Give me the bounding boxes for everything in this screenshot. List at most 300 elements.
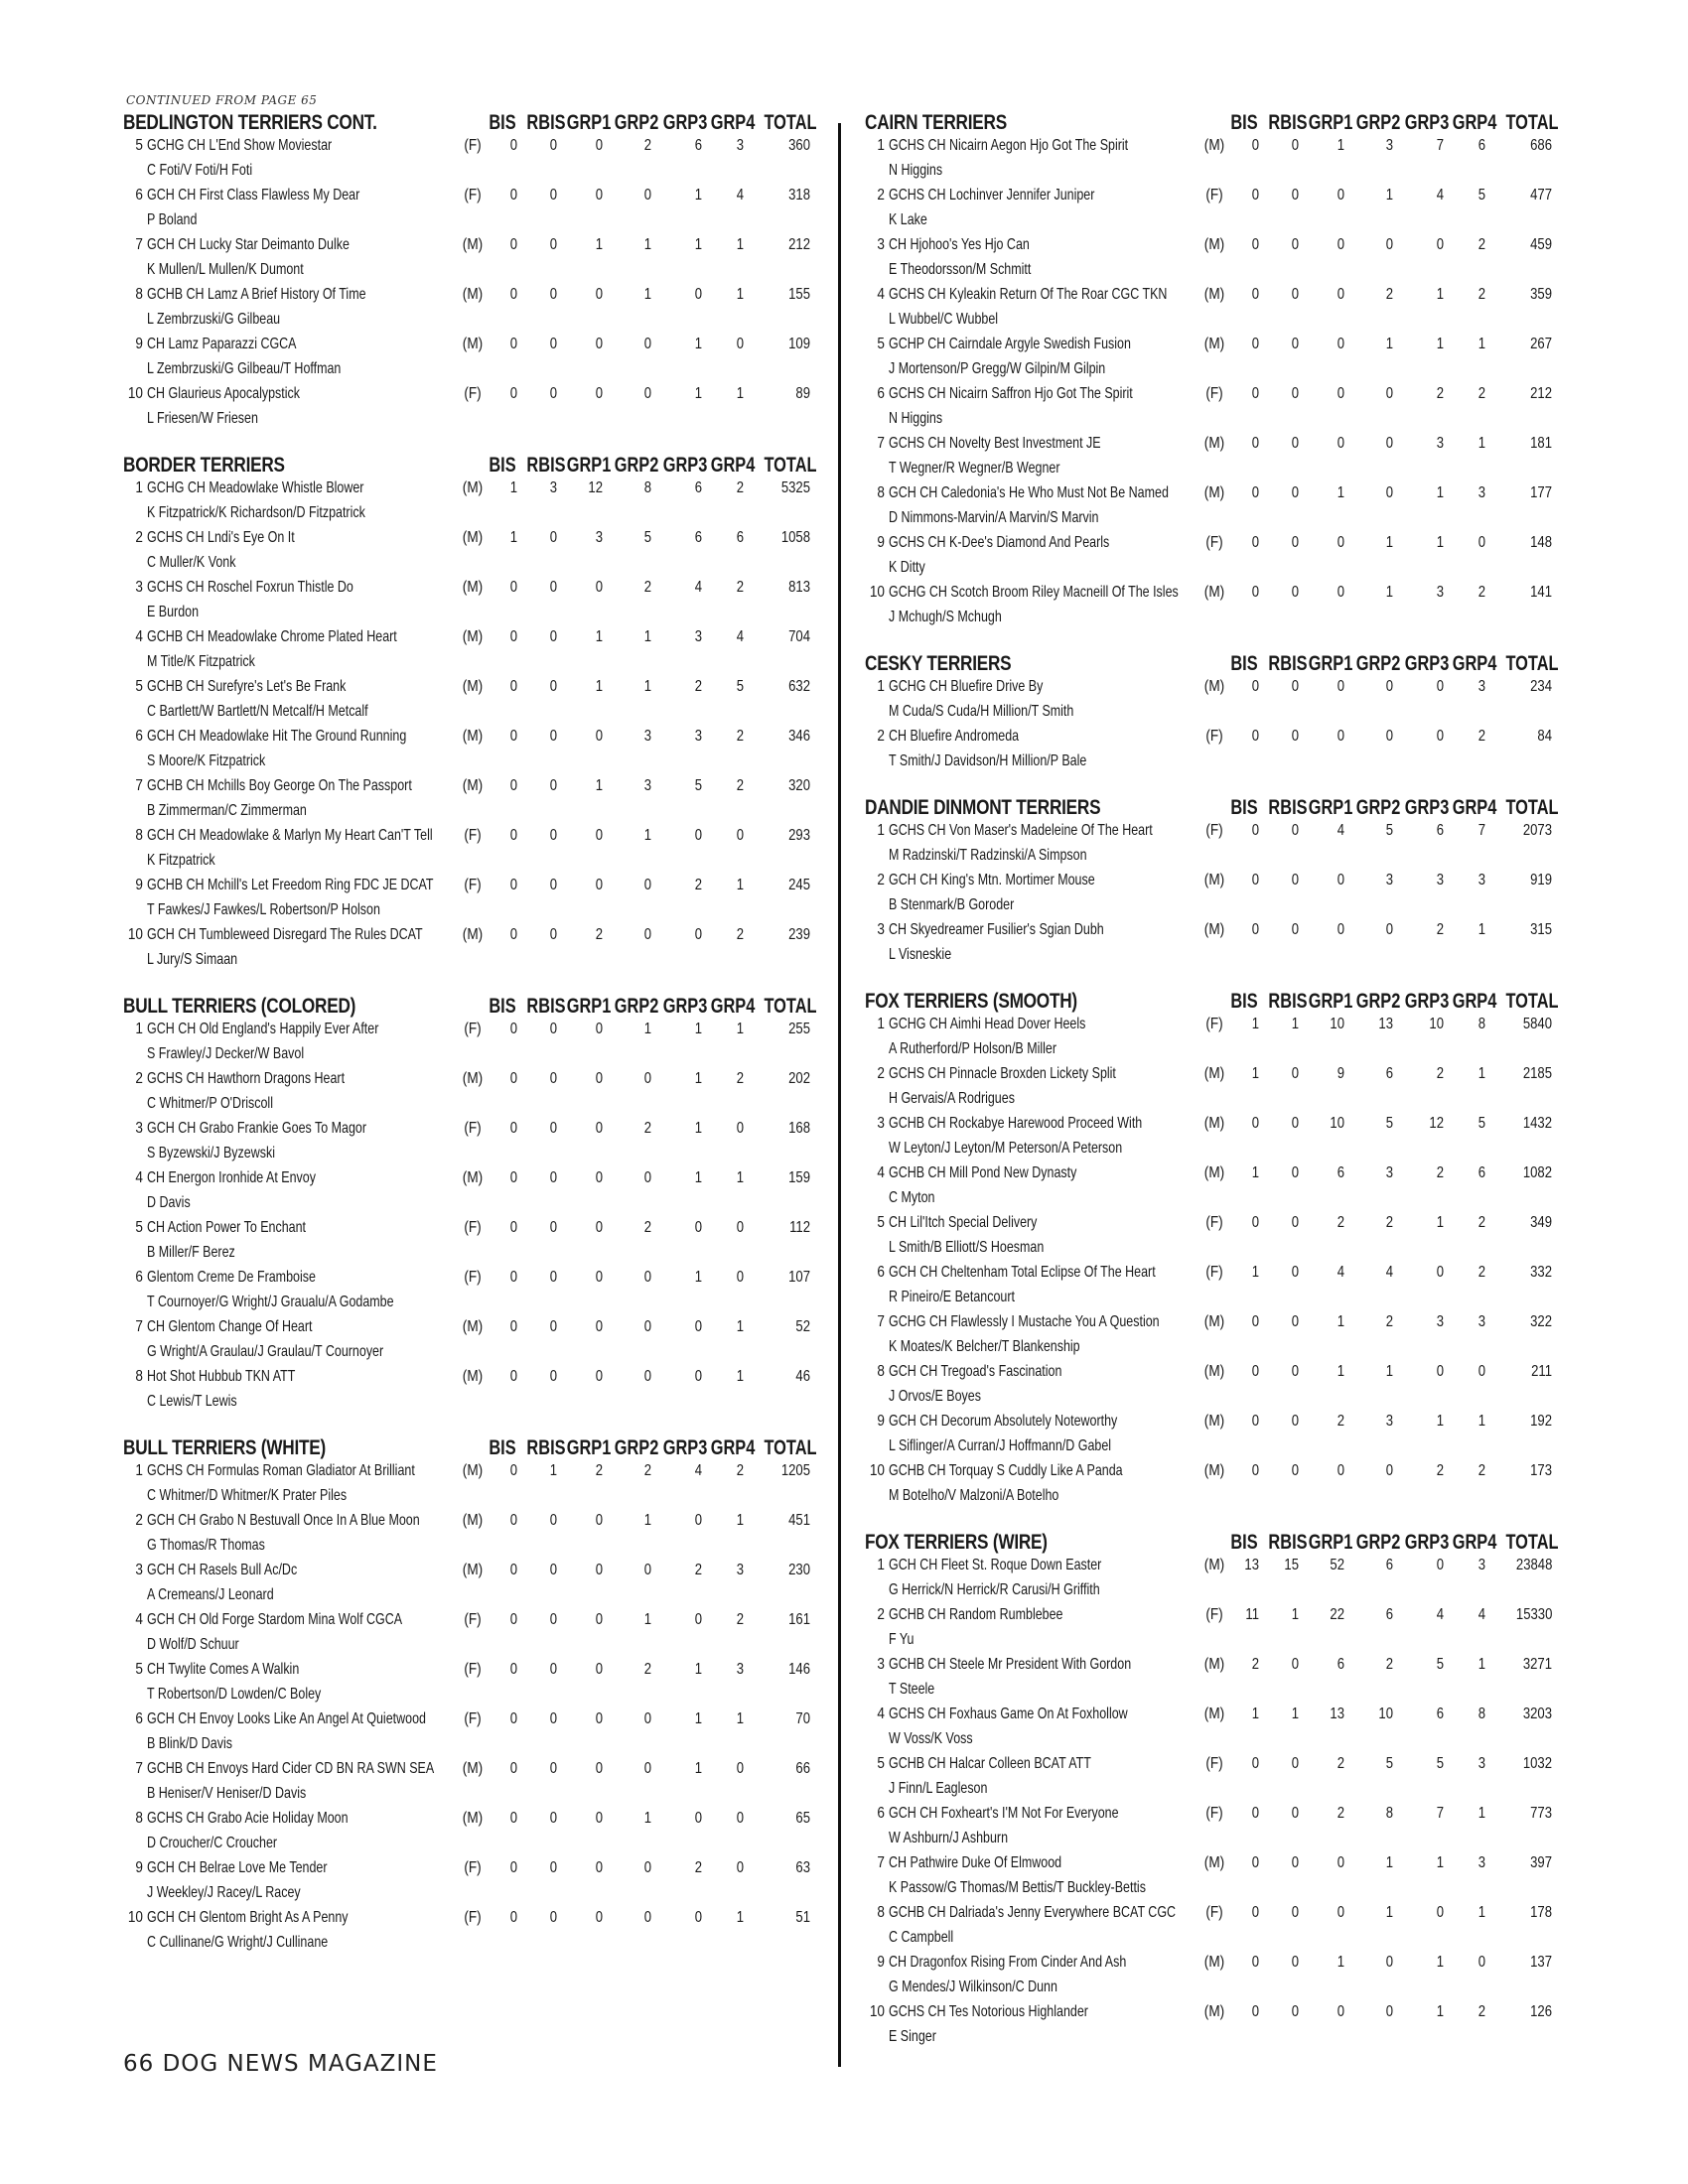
ranking-row bbox=[865, 1904, 1562, 1954]
dog-sex: (M) bbox=[1203, 1706, 1225, 1722]
breed-section bbox=[865, 1531, 1562, 2053]
stat-rbis: 0 bbox=[549, 678, 557, 695]
stat-bis: 0 bbox=[509, 1562, 517, 1578]
stat-total: 107 bbox=[788, 1269, 810, 1286]
dog-sex: (M) bbox=[462, 1318, 484, 1335]
breed-section bbox=[865, 796, 1562, 971]
rank-number: 7 bbox=[135, 236, 143, 253]
stat-rbis: 0 bbox=[1291, 1115, 1299, 1132]
column-header-grp1: GRP1 bbox=[1308, 1531, 1353, 1554]
stat-grp1: 1 bbox=[1336, 1363, 1344, 1380]
stat-grp1: 0 bbox=[1336, 236, 1344, 253]
dog-sex: (F) bbox=[464, 187, 482, 204]
rank-number: 6 bbox=[877, 1805, 885, 1822]
dog-name: GCH CH Fleet St. Roque Down Easter bbox=[889, 1557, 1102, 1573]
dog-name: GCH CH Belrae Love Me Tender bbox=[147, 1859, 328, 1876]
stat-bis: 0 bbox=[509, 1368, 517, 1385]
dog-name: GCH CH Grabo N Bestuvall Once In A Blue Moon bbox=[147, 1512, 420, 1529]
stat-grp1: 1 bbox=[1336, 1313, 1344, 1330]
dog-sex: (M) bbox=[462, 1562, 484, 1578]
stat-rbis: 0 bbox=[1291, 1904, 1299, 1921]
stat-total: 451 bbox=[788, 1512, 810, 1529]
dog-sex: (M) bbox=[462, 1368, 484, 1385]
column-header-bis: BIS bbox=[1230, 652, 1258, 675]
ranking-row bbox=[123, 236, 818, 286]
stat-total: 155 bbox=[788, 286, 810, 303]
rank-number: 7 bbox=[135, 1760, 143, 1777]
stat-total: 52 bbox=[795, 1318, 810, 1335]
column-header-grp2: GRP2 bbox=[1355, 796, 1401, 819]
ranking-row bbox=[865, 484, 1562, 534]
stat-grp2: 10 bbox=[1378, 1706, 1393, 1722]
column-header-grp3: GRP3 bbox=[662, 995, 708, 1018]
stat-grp4: 2 bbox=[1477, 236, 1485, 253]
dog-name: GCH CH Lucky Star Deimanto Dulke bbox=[147, 236, 350, 253]
stat-grp4: 2 bbox=[736, 777, 744, 794]
stat-grp4: 0 bbox=[1477, 1363, 1485, 1380]
ranking-row bbox=[865, 921, 1562, 971]
dog-sex: (F) bbox=[1205, 1016, 1223, 1032]
stat-grp3: 3 bbox=[1436, 584, 1444, 601]
stat-grp1: 0 bbox=[595, 1810, 603, 1827]
stat-rbis: 0 bbox=[1291, 286, 1299, 303]
dog-name: GCHG CH Aimhi Head Dover Heels bbox=[889, 1016, 1086, 1032]
stat-grp3: 1 bbox=[694, 1120, 702, 1137]
dog-name: GCH CH Meadowlake Hit The Ground Running bbox=[147, 728, 407, 745]
stat-rbis: 1 bbox=[1291, 1606, 1299, 1623]
column-header-grp1: GRP1 bbox=[566, 454, 612, 477]
dog-sex: (F) bbox=[464, 385, 482, 402]
dog-name: CH Glentom Change Of Heart bbox=[147, 1318, 313, 1335]
stat-grp1: 0 bbox=[1336, 187, 1344, 204]
rank-number: 2 bbox=[135, 1070, 143, 1087]
stat-total: 65 bbox=[795, 1810, 810, 1827]
stat-bis: 0 bbox=[509, 137, 517, 154]
stat-grp1: 9 bbox=[1336, 1065, 1344, 1082]
stat-total: 51 bbox=[795, 1909, 810, 1926]
stat-total: 1205 bbox=[780, 1462, 810, 1479]
rank-number: 2 bbox=[135, 1512, 143, 1529]
stat-rbis: 0 bbox=[549, 1512, 557, 1529]
ranking-row bbox=[123, 286, 818, 336]
stat-rbis: 0 bbox=[549, 187, 557, 204]
dog-name: GCHS CH Foxhaus Game On At Foxhollow bbox=[889, 1706, 1128, 1722]
ranking-row bbox=[865, 1706, 1562, 1755]
stat-bis: 0 bbox=[1251, 336, 1259, 352]
column-header-rbis: RBIS bbox=[1268, 111, 1308, 134]
stat-grp3: 2 bbox=[694, 678, 702, 695]
owner-names: S Moore/K Fitzpatrick bbox=[147, 752, 266, 769]
section-header bbox=[123, 111, 818, 137]
ranking-row bbox=[865, 534, 1562, 584]
owner-names: M Cuda/S Cuda/H Million/T Smith bbox=[889, 703, 1074, 720]
stat-total: 1082 bbox=[1522, 1164, 1552, 1181]
column-header-grp3: GRP3 bbox=[1404, 1531, 1450, 1554]
stat-total: 177 bbox=[1530, 484, 1552, 501]
stat-bis: 0 bbox=[1251, 1115, 1259, 1132]
stat-grp1: 4 bbox=[1336, 822, 1344, 839]
rank-number: 7 bbox=[877, 1854, 885, 1871]
stat-bis: 0 bbox=[509, 1318, 517, 1335]
rank-number: 3 bbox=[135, 1562, 143, 1578]
dog-sex: (F) bbox=[1205, 534, 1223, 551]
stat-rbis: 0 bbox=[549, 1318, 557, 1335]
stat-bis: 0 bbox=[1251, 921, 1259, 938]
ranking-row bbox=[123, 1219, 818, 1269]
ranking-row bbox=[865, 286, 1562, 336]
stat-grp3: 1 bbox=[1436, 1214, 1444, 1231]
stat-grp4: 3 bbox=[1477, 1313, 1485, 1330]
stat-grp3: 2 bbox=[694, 877, 702, 893]
stat-bis: 1 bbox=[1251, 1164, 1259, 1181]
stat-grp4: 1 bbox=[736, 1368, 744, 1385]
stat-total: 181 bbox=[1530, 435, 1552, 452]
rank-number: 8 bbox=[877, 484, 885, 501]
stat-bis: 0 bbox=[509, 1710, 517, 1727]
ranking-row bbox=[865, 1363, 1562, 1413]
dog-sex: (M) bbox=[1203, 872, 1225, 888]
rank-number: 7 bbox=[135, 777, 143, 794]
stat-grp3: 0 bbox=[694, 827, 702, 844]
owner-names: D Davis bbox=[147, 1194, 191, 1211]
rank-number: 5 bbox=[135, 137, 143, 154]
rank-number: 2 bbox=[877, 1065, 885, 1082]
stat-bis: 0 bbox=[509, 1859, 517, 1876]
rank-number: 8 bbox=[135, 827, 143, 844]
stat-grp1: 10 bbox=[1330, 1115, 1344, 1132]
stat-grp2: 0 bbox=[643, 1368, 651, 1385]
stat-bis: 0 bbox=[509, 1512, 517, 1529]
stat-grp2: 3 bbox=[643, 777, 651, 794]
rank-number: 9 bbox=[135, 336, 143, 352]
stat-total: 212 bbox=[1530, 385, 1552, 402]
rank-number: 5 bbox=[877, 1214, 885, 1231]
dog-sex: (F) bbox=[1205, 1904, 1223, 1921]
stat-grp1: 0 bbox=[595, 1219, 603, 1236]
breed-title: BULL TERRIERS (COLORED) bbox=[123, 995, 356, 1018]
stat-grp1: 0 bbox=[595, 385, 603, 402]
dog-sex: (M) bbox=[462, 479, 484, 496]
stat-total: 2073 bbox=[1522, 822, 1552, 839]
column-header-grp1: GRP1 bbox=[1308, 652, 1353, 675]
stat-grp1: 10 bbox=[1330, 1016, 1344, 1032]
stat-grp4: 3 bbox=[1477, 1854, 1485, 1871]
stat-grp3: 1 bbox=[1436, 2003, 1444, 2020]
stat-grp4: 1 bbox=[1477, 1065, 1485, 1082]
stat-grp3: 4 bbox=[694, 579, 702, 596]
stat-total: 359 bbox=[1530, 286, 1552, 303]
stat-total: 3271 bbox=[1522, 1656, 1552, 1673]
stat-bis: 0 bbox=[509, 1760, 517, 1777]
owner-names: E Theodorsson/M Schmitt bbox=[889, 261, 1032, 278]
owner-names: A Cremeans/J Leonard bbox=[147, 1586, 274, 1603]
stat-grp4: 2 bbox=[736, 728, 744, 745]
stat-grp4: 3 bbox=[736, 1562, 744, 1578]
column-header-grp2: GRP2 bbox=[614, 111, 659, 134]
stat-grp4: 6 bbox=[1477, 1164, 1485, 1181]
dog-sex: (M) bbox=[1203, 678, 1225, 695]
stat-grp3: 5 bbox=[1436, 1656, 1444, 1673]
dog-name: GCHG CH Scotch Broom Riley Macneill Of The Isles bbox=[889, 584, 1179, 601]
stat-total: 346 bbox=[788, 728, 810, 745]
stat-bis: 0 bbox=[1251, 534, 1259, 551]
stat-grp4: 1 bbox=[736, 1021, 744, 1037]
owner-names: D Wolf/D Schuur bbox=[147, 1636, 239, 1653]
stat-grp4: 1 bbox=[1477, 921, 1485, 938]
ranking-row bbox=[123, 1661, 818, 1710]
stat-grp1: 0 bbox=[1336, 2003, 1344, 2020]
ranking-row bbox=[123, 1562, 818, 1611]
dog-name: GCHS CH Von Maser's Madeleine Of The Heart bbox=[889, 822, 1153, 839]
stat-total: 212 bbox=[788, 236, 810, 253]
column-header-bis: BIS bbox=[1230, 796, 1258, 819]
owner-names: K Lake bbox=[889, 211, 927, 228]
stat-bis: 0 bbox=[509, 1810, 517, 1827]
dog-sex: (F) bbox=[1205, 1805, 1223, 1822]
stat-bis: 0 bbox=[1251, 484, 1259, 501]
stat-grp3: 5 bbox=[1436, 1755, 1444, 1772]
dog-sex: (M) bbox=[1203, 1413, 1225, 1430]
ranking-row bbox=[865, 1805, 1562, 1854]
ranking-row bbox=[123, 385, 818, 435]
stat-grp4: 4 bbox=[736, 187, 744, 204]
stat-grp1: 1 bbox=[595, 628, 603, 645]
stat-rbis: 1 bbox=[549, 1462, 557, 1479]
stat-bis: 0 bbox=[1251, 1755, 1259, 1772]
owner-names: C Whitmer/D Whitmer/K Prater Piles bbox=[147, 1487, 348, 1504]
dog-name: GCHS CH Lochinver Jennifer Juniper bbox=[889, 187, 1095, 204]
ranking-row bbox=[865, 385, 1562, 435]
column-header-total: TOTAL bbox=[1505, 1531, 1559, 1554]
ranking-row bbox=[865, 187, 1562, 236]
owner-names: J Finn/L Eagleson bbox=[889, 1780, 988, 1797]
owner-names: S Frawley/J Decker/W Bavol bbox=[147, 1045, 305, 1062]
stat-grp2: 5 bbox=[1385, 1755, 1393, 1772]
column-header-rbis: RBIS bbox=[526, 995, 566, 1018]
stat-grp1: 0 bbox=[595, 1512, 603, 1529]
stat-grp3: 1 bbox=[1436, 1954, 1444, 1971]
stat-grp4: 0 bbox=[736, 1760, 744, 1777]
stat-grp3: 3 bbox=[694, 628, 702, 645]
section-header bbox=[123, 995, 818, 1021]
dog-sex: (M) bbox=[1203, 1462, 1225, 1479]
stat-grp1: 6 bbox=[1336, 1164, 1344, 1181]
dog-name: GCHG CH Meadowlake Whistle Blower bbox=[147, 479, 364, 496]
stat-grp3: 0 bbox=[694, 1810, 702, 1827]
dog-sex: (F) bbox=[464, 1120, 482, 1137]
stat-grp3: 0 bbox=[694, 286, 702, 303]
stat-total: 211 bbox=[1531, 1363, 1552, 1380]
stat-rbis: 15 bbox=[1284, 1557, 1299, 1573]
dog-name: GCH CH Old England's Happily Ever After bbox=[147, 1021, 379, 1037]
dog-sex: (F) bbox=[464, 1611, 482, 1628]
stat-grp4: 0 bbox=[736, 1859, 744, 1876]
rank-number: 6 bbox=[135, 1269, 143, 1286]
column-header-bis: BIS bbox=[489, 111, 516, 134]
stat-grp2: 8 bbox=[1385, 1805, 1393, 1822]
dog-sex: (M) bbox=[462, 678, 484, 695]
column-header-grp1: GRP1 bbox=[1308, 111, 1353, 134]
stat-rbis: 0 bbox=[549, 1219, 557, 1236]
stat-bis: 0 bbox=[509, 187, 517, 204]
dog-sex: (M) bbox=[1203, 286, 1225, 303]
dog-name: GCHB CH Mchill's Let Freedom Ring FDC JE DCAT bbox=[147, 877, 434, 893]
dog-sex: (F) bbox=[464, 1269, 482, 1286]
dog-name: GCH CH Tregoad's Fascination bbox=[889, 1363, 1062, 1380]
breed-title: CAIRN TERRIERS bbox=[865, 111, 1007, 134]
stat-grp4: 1 bbox=[736, 1318, 744, 1335]
owner-names: K Moates/K Belcher/T Blankenship bbox=[889, 1338, 1080, 1355]
stat-grp3: 1 bbox=[1436, 286, 1444, 303]
stat-grp3: 1 bbox=[694, 385, 702, 402]
dog-sex: (F) bbox=[1205, 1606, 1223, 1623]
ranking-row bbox=[123, 877, 818, 926]
column-header-grp2: GRP2 bbox=[614, 454, 659, 477]
stat-grp2: 0 bbox=[643, 926, 651, 943]
stat-bis: 0 bbox=[509, 236, 517, 253]
dog-sex: (F) bbox=[464, 1710, 482, 1727]
stat-rbis: 0 bbox=[549, 1021, 557, 1037]
stat-grp4: 6 bbox=[736, 529, 744, 546]
ranking-row bbox=[865, 1214, 1562, 1264]
column-header-bis: BIS bbox=[489, 995, 516, 1018]
stat-bis: 0 bbox=[1251, 872, 1259, 888]
stat-grp3: 0 bbox=[1436, 236, 1444, 253]
dog-sex: (F) bbox=[1205, 1264, 1223, 1281]
column-header-grp3: GRP3 bbox=[662, 454, 708, 477]
stat-grp1: 0 bbox=[595, 579, 603, 596]
rank-number: 1 bbox=[877, 1016, 885, 1032]
dog-sex: (F) bbox=[1205, 385, 1223, 402]
rank-number: 10 bbox=[127, 385, 143, 402]
rank-number: 1 bbox=[135, 1462, 143, 1479]
stat-total: 112 bbox=[789, 1219, 810, 1236]
stat-rbis: 0 bbox=[1291, 1805, 1299, 1822]
stat-grp1: 2 bbox=[1336, 1805, 1344, 1822]
stat-grp3: 6 bbox=[694, 529, 702, 546]
stat-rbis: 0 bbox=[1291, 678, 1299, 695]
stat-rbis: 0 bbox=[549, 1070, 557, 1087]
dog-sex: (F) bbox=[1205, 728, 1223, 745]
stat-grp3: 1 bbox=[1436, 336, 1444, 352]
owner-names: E Burdon bbox=[147, 604, 200, 620]
stat-grp2: 3 bbox=[1385, 137, 1393, 154]
rank-number: 1 bbox=[877, 137, 885, 154]
stat-grp2: 0 bbox=[643, 1562, 651, 1578]
stat-total: 161 bbox=[788, 1611, 810, 1628]
stat-grp3: 1 bbox=[694, 187, 702, 204]
owner-names: B Miller/F Berez bbox=[147, 1244, 235, 1261]
dog-name: GCH CH Caledonia's He Who Must Not Be Named bbox=[889, 484, 1169, 501]
rank-number: 2 bbox=[877, 872, 885, 888]
stat-grp4: 1 bbox=[736, 1512, 744, 1529]
dog-name: GCHS CH Nicairn Saffron Hjo Got The Spirit bbox=[889, 385, 1133, 402]
dog-name: GCHB CH Mchills Boy George On The Passport bbox=[147, 777, 412, 794]
stat-total: 84 bbox=[1537, 728, 1552, 745]
stat-grp1: 0 bbox=[595, 1611, 603, 1628]
stat-grp1: 1 bbox=[1336, 484, 1344, 501]
stat-grp4: 6 bbox=[1477, 137, 1485, 154]
stat-grp4: 2 bbox=[736, 1611, 744, 1628]
section-header bbox=[123, 1436, 818, 1462]
stat-rbis: 0 bbox=[1291, 385, 1299, 402]
column-header-grp1: GRP1 bbox=[566, 111, 612, 134]
dog-name: GCHS CH Formulas Roman Gladiator At Brilliant bbox=[147, 1462, 415, 1479]
stat-bis: 0 bbox=[509, 1169, 517, 1186]
rank-number: 2 bbox=[135, 529, 143, 546]
rank-number: 8 bbox=[877, 1904, 885, 1921]
dog-sex: (M) bbox=[462, 236, 484, 253]
stat-grp2: 0 bbox=[643, 1909, 651, 1926]
column-header-grp4: GRP4 bbox=[710, 1436, 756, 1459]
column-header-grp4: GRP4 bbox=[1452, 652, 1497, 675]
rank-number: 9 bbox=[135, 877, 143, 893]
stat-rbis: 0 bbox=[1291, 1954, 1299, 1971]
column-header-grp1: GRP1 bbox=[566, 995, 612, 1018]
stat-bis: 0 bbox=[1251, 1413, 1259, 1430]
stat-bis: 0 bbox=[1251, 728, 1259, 745]
ranking-row bbox=[865, 1557, 1562, 1606]
rank-number: 10 bbox=[127, 926, 143, 943]
dog-name: GCHB CH Meadowlake Chrome Plated Heart bbox=[147, 628, 397, 645]
rank-number: 9 bbox=[877, 1413, 885, 1430]
stat-grp2: 0 bbox=[1385, 236, 1393, 253]
column-header-grp2: GRP2 bbox=[1355, 990, 1401, 1013]
stat-bis: 0 bbox=[509, 1070, 517, 1087]
column-header-rbis: RBIS bbox=[1268, 990, 1308, 1013]
stat-bis: 0 bbox=[509, 1462, 517, 1479]
ranking-row bbox=[865, 1462, 1562, 1512]
stat-bis: 0 bbox=[509, 1661, 517, 1678]
stat-grp3: 1 bbox=[694, 1661, 702, 1678]
stat-grp1: 0 bbox=[1336, 385, 1344, 402]
stat-grp3: 2 bbox=[694, 1859, 702, 1876]
stat-rbis: 0 bbox=[549, 1120, 557, 1137]
stat-grp1: 0 bbox=[595, 187, 603, 204]
stat-total: 704 bbox=[788, 628, 810, 645]
stat-grp3: 7 bbox=[1436, 137, 1444, 154]
stat-total: 63 bbox=[795, 1859, 810, 1876]
column-header-grp3: GRP3 bbox=[1404, 990, 1450, 1013]
stat-grp2: 0 bbox=[643, 1710, 651, 1727]
dog-name: GCHB CH Halcar Colleen BCAT ATT bbox=[889, 1755, 1091, 1772]
owner-names: G Herrick/N Herrick/R Carusi/H Griffith bbox=[889, 1581, 1100, 1598]
stat-grp1: 1 bbox=[1336, 1954, 1344, 1971]
stat-grp3: 5 bbox=[694, 777, 702, 794]
stat-grp3: 1 bbox=[1436, 1854, 1444, 1871]
ranking-row bbox=[123, 1120, 818, 1169]
stat-grp2: 0 bbox=[643, 1859, 651, 1876]
ranking-row bbox=[123, 1512, 818, 1562]
stat-grp1: 22 bbox=[1330, 1606, 1344, 1623]
owner-names: T Robertson/D Lowden/C Boley bbox=[147, 1686, 322, 1703]
column-header-grp1: GRP1 bbox=[1308, 796, 1353, 819]
dog-sex: (M) bbox=[462, 529, 484, 546]
stat-rbis: 0 bbox=[1291, 1413, 1299, 1430]
dog-sex: (M) bbox=[462, 926, 484, 943]
column-header-grp1: GRP1 bbox=[1308, 990, 1353, 1013]
dog-name: CH Lil'Itch Special Delivery bbox=[889, 1214, 1038, 1231]
dog-sex: (F) bbox=[464, 1219, 482, 1236]
stat-grp3: 0 bbox=[1436, 1363, 1444, 1380]
stat-grp2: 1 bbox=[643, 628, 651, 645]
stat-grp3: 0 bbox=[694, 1318, 702, 1335]
dog-name: GCH CH Old Forge Stardom Mina Wolf CGCA bbox=[147, 1611, 403, 1628]
ranking-row bbox=[123, 1611, 818, 1661]
stat-grp1: 3 bbox=[595, 529, 603, 546]
stat-grp2: 1 bbox=[643, 1021, 651, 1037]
stat-grp3: 1 bbox=[694, 1269, 702, 1286]
